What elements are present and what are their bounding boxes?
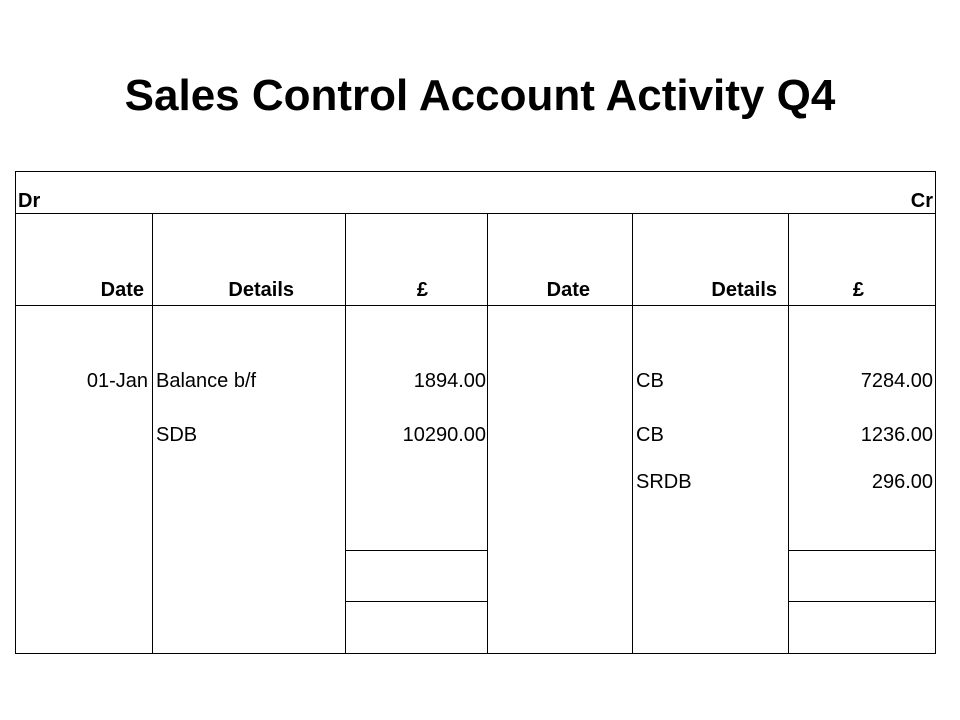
debit-total-rule-1 (346, 550, 487, 551)
header-date-debit: Date (100, 279, 144, 301)
debit-details: Balance b/f (156, 370, 257, 392)
header-amount-debit: £ (416, 279, 428, 301)
header-amount-credit: £ (852, 279, 864, 301)
credit-amount: 7284.00 (860, 370, 933, 392)
credit-details: CB (636, 370, 664, 392)
cr-label: Cr (910, 190, 933, 212)
dr-cr-row-divider (16, 213, 935, 214)
header-row-divider (16, 305, 935, 306)
credit-total-rule-1 (789, 550, 935, 551)
dr-label: Dr (18, 190, 41, 212)
debit-amount: 1894.00 (413, 370, 486, 392)
header-details-credit: Details (711, 279, 777, 301)
credit-amount: 1236.00 (860, 424, 933, 446)
debit-date: 01-Jan (86, 370, 148, 392)
debit-amount: 10290.00 (402, 424, 486, 446)
header-details-debit: Details (228, 279, 294, 301)
debit-details: SDB (156, 424, 198, 446)
page-title: Sales Control Account Activity Q4 (124, 71, 836, 120)
header-date-credit: Date (546, 279, 590, 301)
debit-total-rule-2 (346, 601, 487, 602)
credit-details: CB (636, 424, 664, 446)
sales-control-account-table (15, 171, 936, 654)
credit-total-rule-2 (789, 601, 935, 602)
credit-amount: 296.00 (871, 471, 933, 493)
credit-details: SRDB (636, 471, 692, 493)
